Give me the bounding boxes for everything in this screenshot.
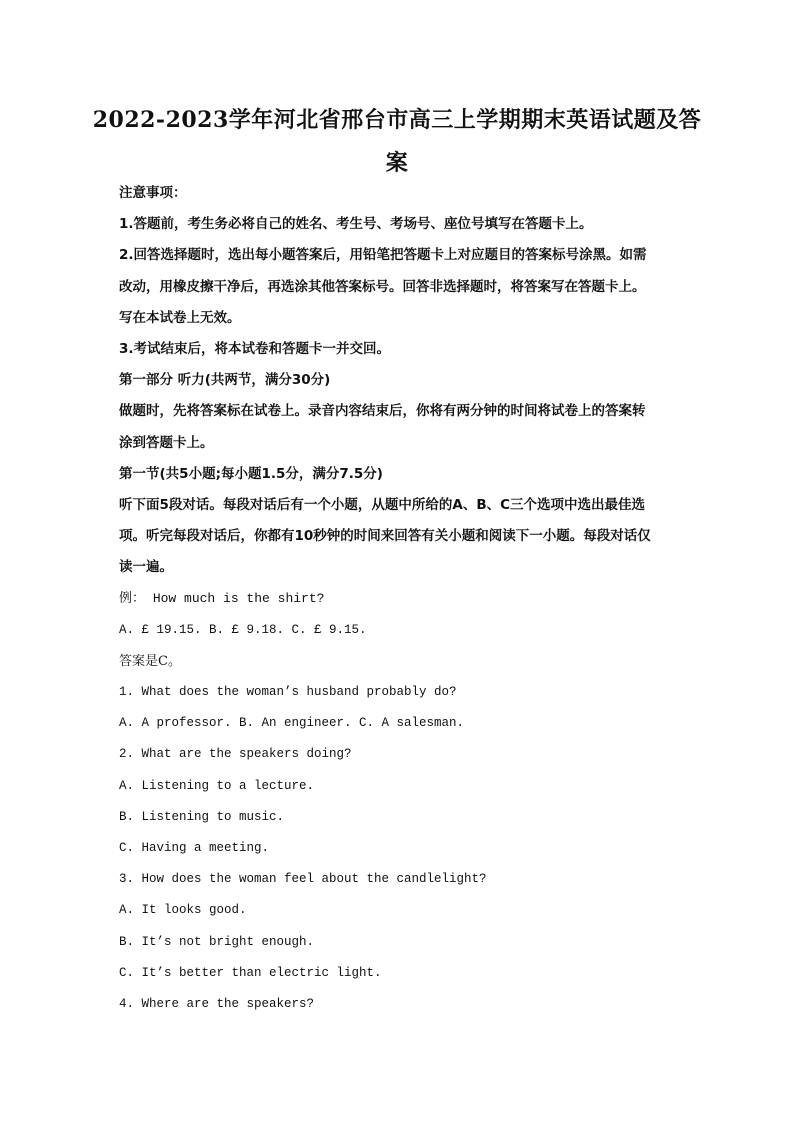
section1-intro-line-2: 项。听完每段对话后，你都有10秒钟的时间来回答有关小题和阅读下一小题。每段对话仅 (119, 528, 651, 545)
question-2-option-a: A. Listening to a lecture. (119, 778, 315, 793)
question-1-options: A. A professor. B. An engineer. C. A salesman. (119, 716, 465, 731)
section1-intro-line-3: 读一遍。 (119, 559, 173, 576)
notice-item-3: 3.考试结束后，将本试卷和答题卡一并交回。 (119, 340, 391, 357)
question-2-option-b: B. Listening to music. (119, 809, 285, 824)
section1-heading: 第一节(共5小题;每小题1.5分，满分7.5分) (119, 465, 383, 482)
part1-intro-line-2: 涂到答题卡上。 (119, 434, 214, 451)
example-label: 例： (119, 591, 146, 607)
question-3: 3. How does the woman feel about the candlelight? (119, 872, 487, 887)
question-4: 4. Where are the speakers? (119, 996, 315, 1011)
example-options: A. £ 19.15. B. £ 9.18. C. £ 9.15. (119, 622, 367, 637)
question-3-option-b: B. It’s not bright enough. (119, 934, 315, 949)
section1-intro-line-1: 听下面5段对话。每段对话后有一个小题，从题中所给的A、B、C三个选项中选出最佳选 (119, 496, 646, 513)
question-3-option-a: A. It looks good. (119, 903, 247, 918)
part1-intro-line-1: 做题时，先将答案标在试卷上。录音内容结束后，你将有两分钟的时间将试卷上的答案转 (119, 403, 646, 420)
notice-item-1: 1.答题前，考生务必将自己的姓名、考生号、考场号、座位号填写在答题卡上。 (119, 216, 593, 233)
example-answer: 答案是C。 (119, 653, 181, 669)
question-3-option-c: C. It’s better than electric light. (119, 965, 382, 980)
question-1: 1. What does the woman’s husband probably do? (119, 685, 457, 699)
notice-item-2-line-2: 改动，用橡皮擦干净后，再选涂其他答案标号。回答非选择题时，将答案写在答题卡上。 (119, 278, 646, 295)
notice-heading: 注意事项： (119, 185, 187, 201)
question-2-option-c: C. Having a meeting. (119, 840, 270, 855)
document-body (119, 178, 679, 1020)
notice-item-2-line-3: 写在本试卷上无效。 (119, 309, 241, 326)
document-title-line-1: 2022-2023学年河北省邢台市高三上学期期末英语试题及答 (92, 107, 702, 133)
notice-item-2-line-1: 2.回答选择题时，选出每小题答案后，用铅笔把答题卡上对应题目的答案标号涂黑。如需 (119, 247, 647, 264)
question-2: 2. What are the speakers doing? (119, 747, 352, 762)
example-question (119, 583, 679, 614)
example-question-text: How much is the shirt? (145, 591, 325, 607)
part1-heading: 第一部分 听力(共两节，满分30分) (119, 372, 331, 389)
document-title-line-2: 案 (385, 150, 409, 176)
